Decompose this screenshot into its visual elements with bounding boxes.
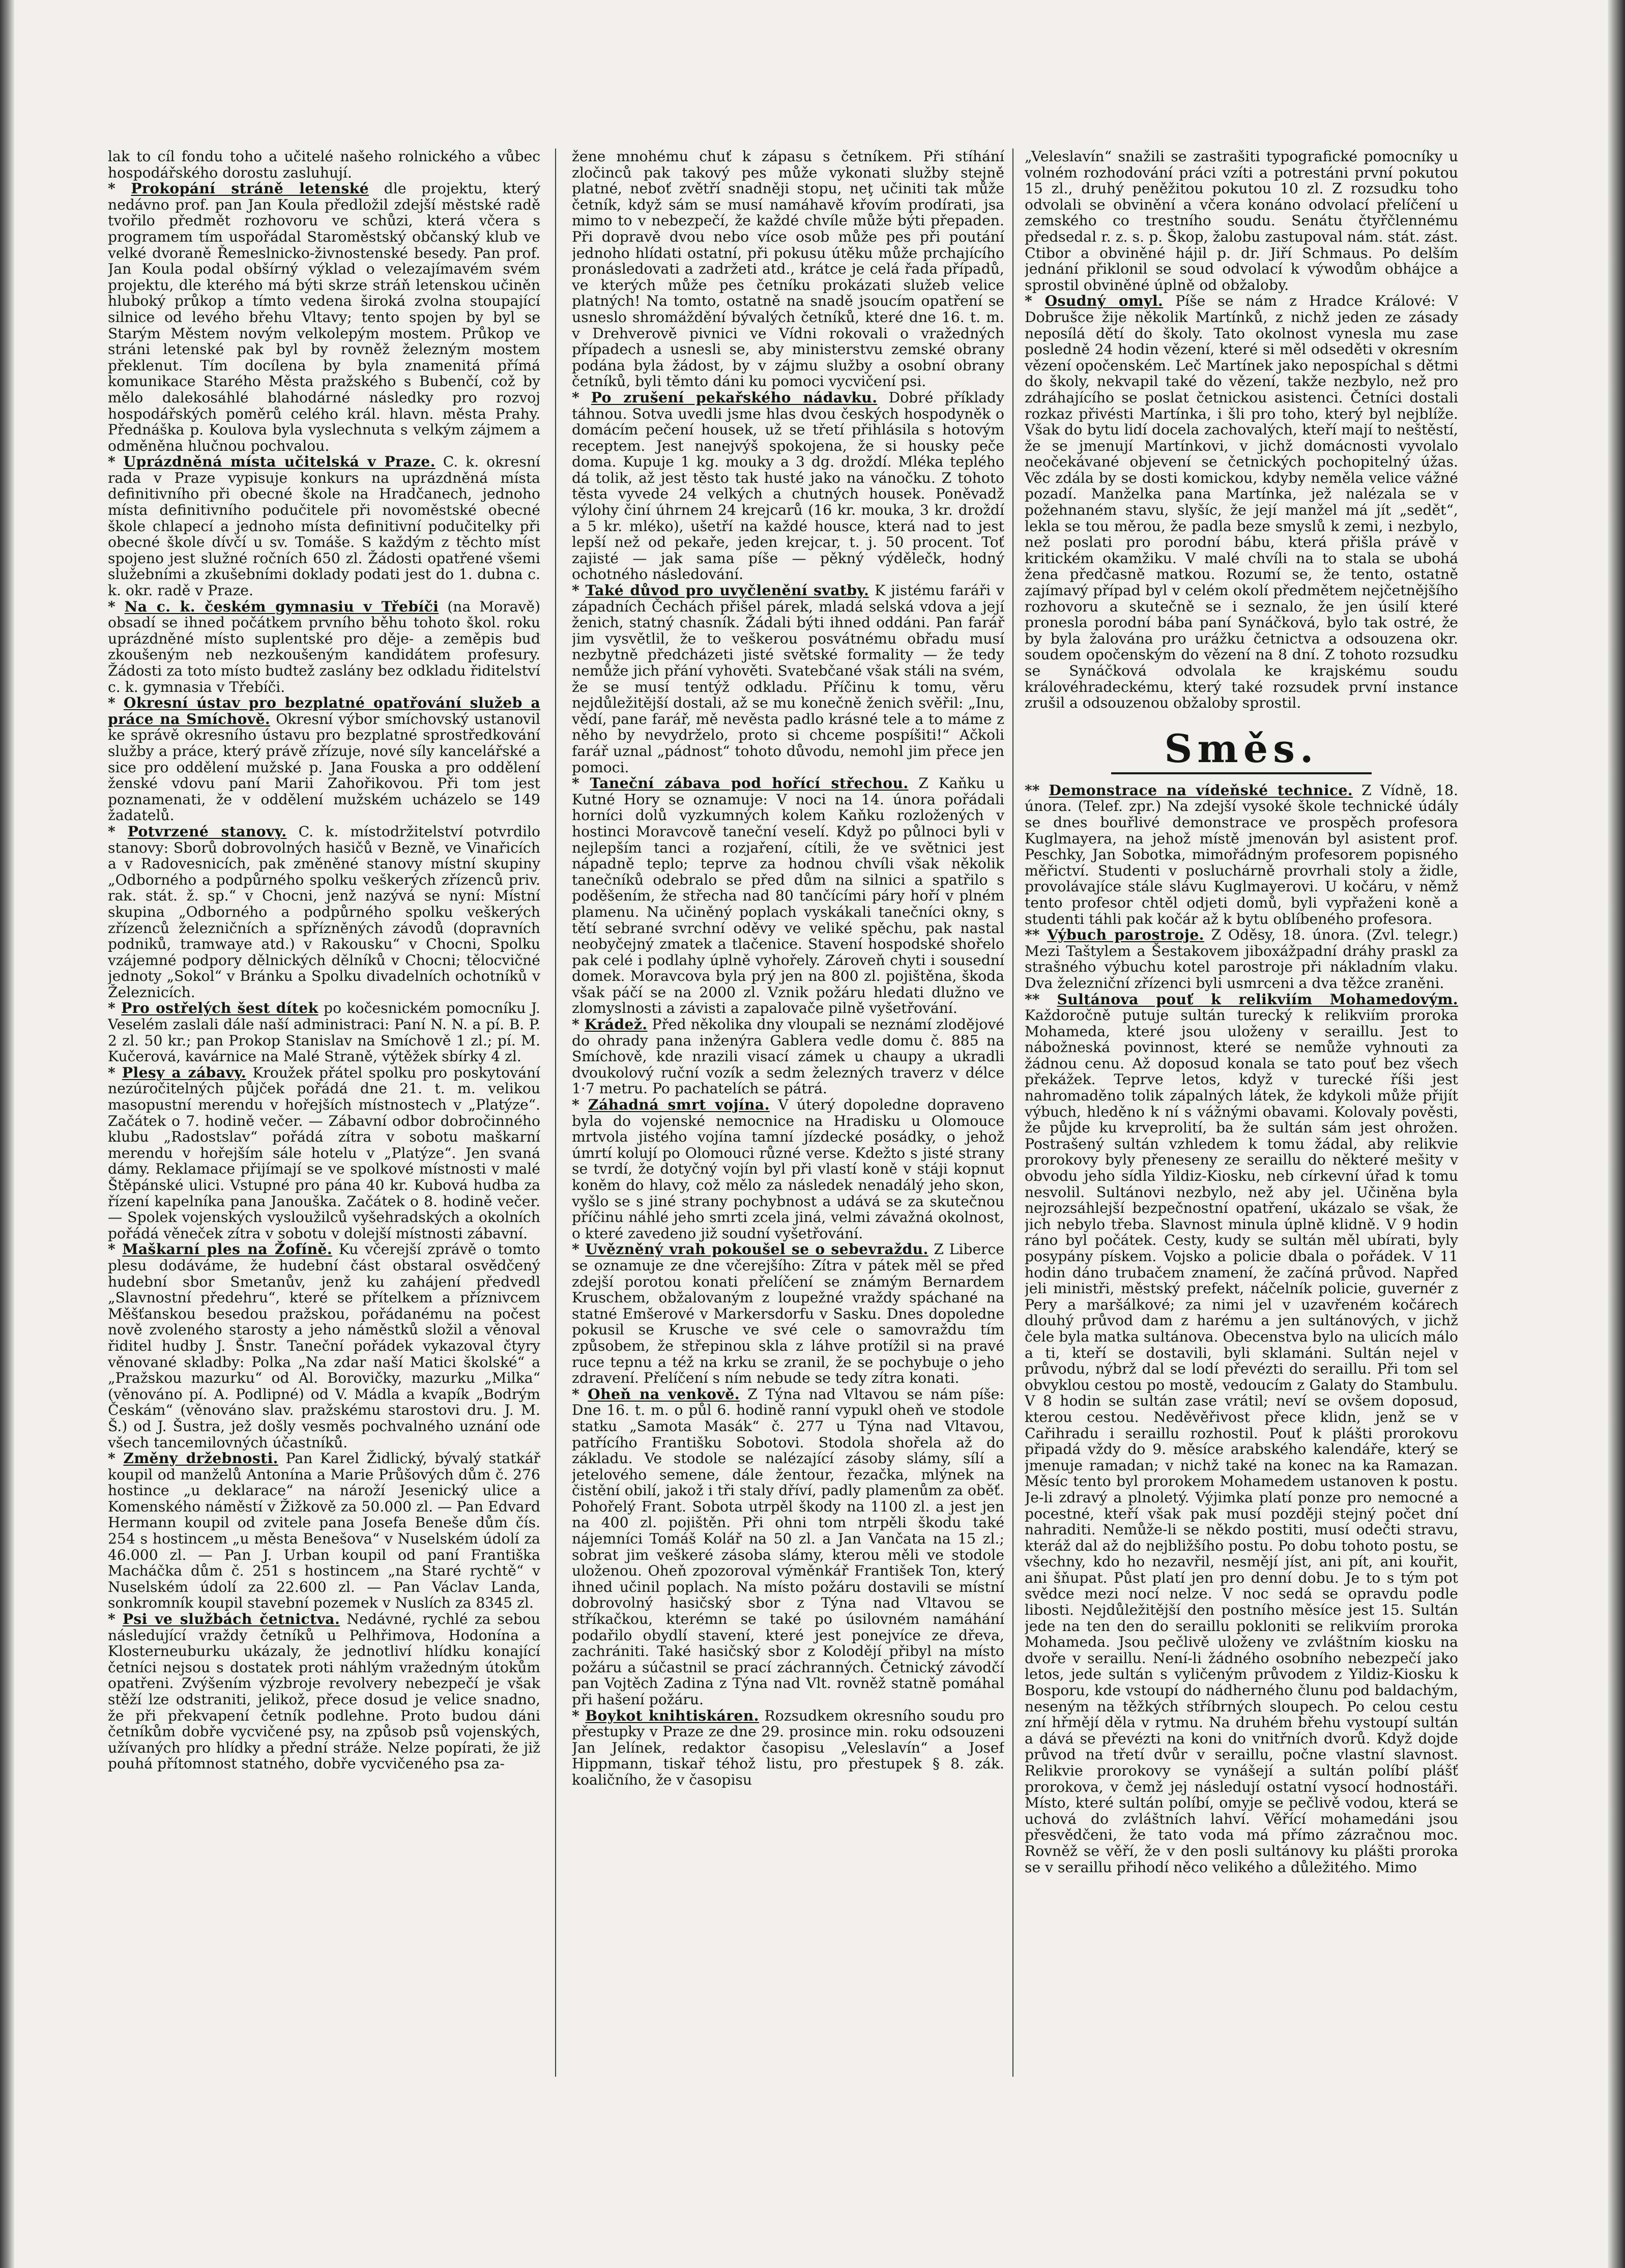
- article-heading: Pro ostřelých šest dítek: [121, 1000, 318, 1017]
- article-heading: Krádež.: [584, 1016, 648, 1033]
- article: * Plesy a zábavy. Kroužek přátel spolku pro poskytování nezúročitelných půjček pořádá dne 21. t. m. velikou masopustní merendu v hořejších místnostech v „Platýze“. Začátek o 7. hodině večer. — Zábavní odbor dobročinného klubu „Radostslav“ pořádá zítra v sobotu maškarní merendu v hořejším sále hotelu v „Platýze“. Jen svaná dámy. Reklamace přijímají se ve spolkové místnosti v malé Štěpánské ulici. Vstupné pro pána 40 kr. Kubová hudba za řízení kapelníka pana Janouška. Začátek o 8. hodině večer. — Spolek vojenských vysloužilců vyšehradských a okolních pořádá věneček zítra v sobotu v dolejší místnosti zábavní.: [108, 1064, 540, 1242]
- article-heading: Záhadná smrt vojína.: [588, 1096, 770, 1114]
- article-text: Píše se nám z Hradce Králové: V Dobrušce žije několik Martínků, z nichž jeden ze zásady neposílá dětí do školy. Tato okolnost vynesla mu zase posledně 24 hodin vězení, které si měl odseděti v okresním vězení opočenském. Leč Martínek jako nepospíchal s dětmi do školy, nekvapil také do vězení, takže nezbylo, než pro zdráhajícího se poslat četnickou asistenci. Četníci dostali rozkaz přivésti Martínka, i šli pro toho, který byl nejblíže. Však do bytu lidí docela zachovalých, kteří mají to neštěstí, že se jmenují Martínkovi, v jichž domácnosti vyvolalo neočekávané objevení se četnických pochopitelný úžas. Věc zdála by se dosti komickou, kdyby neměla velice vážné pozadí. Manželka pana Martínka, jež nalézala se v požehnaném stavu, slyšíc, že její manžel má jít „sedět“, lekla se tou měrou, že padla beze smyslů k zemi, i nezbylo, než poslati pro porodní bábu, která přišla právě v kritickém okamžiku. V malé chvíli na to stala se ubohá žena předčasně matkou. Rozumí se, že tento, ostatně zajímavý případ byl v celém okolí předmětem nejčetnějšího rozhovoru a skutečně se i seznalo, že jen úsilí které pronesla porodní bába paní Synáčková, bylo tak ostré, že by byla žalována pro urážku četnictva a odsouzena okr. soudem opočenským do vězení na 8 dní. Z tohoto rozsudku se Synáčková odvolala ke krajskému soudu královéhradeckému, který také rozsudek první instance zrušil a odsouzenou obžaloby sprostil.: [1025, 293, 1458, 712]
- section-title-underline: [1111, 772, 1371, 774]
- section-title-smes: Směs.: [1025, 729, 1458, 774]
- article-text: po kočesnickém pomocníku J. Veselém zaslali dále naší administraci: Paní N. N. a pí. B. P. 2 zl. 50 kr.; pan Prokop Stanislav na Smíchově 1 zl.; pí. M. Kučerová, kavárnice na Malé Straně, výtěžek sbírky 4 zl.: [108, 1000, 540, 1065]
- article-heading: Změny držebnosti.: [123, 1450, 278, 1467]
- article-heading: Prokopání stráně letenské: [131, 180, 369, 197]
- article: * Také důvod pro uvyčlenění svatby. K jistému faráři v západních Čechách přišel párek, mladá selská vdova a její ženich, statný chasník. Žádali býti ihned oddáni. Pan farář jim vysvětlil, že to veškerou posvátnému obřadu musí nezbytně předcházeti jisté světské formality — že tedy nemůže jich přání vyhověti. Svatebčané však stáli na svém, že se musí tentýž odkladu. Příčinu k tomu, věru nejdůležitější dostali, až se mu konečně ženich svěřil: „Inu, vědí, pane farář, mě nevěsta padlo krásné tele a to máme z něho by nevydrželo, proto si chceme pospíšiti!“ Ačkoli farář uznal „pádnost“ tohoto důvodu, nemohl jim přece jen pomoci.: [572, 582, 1004, 776]
- article: * Maškarní ples na Žofíně. Ku včerejší zprávě o tomto plesu dodáváme, že hudební část obstaral osvědčený hudební sbor Smetanův, jenž ku zahájení předvedl „Slavnostní předehru“, které se přítelkem a příznivcem Měšťanskou besedou pražskou, pořádanému na počest nově zvoleného starosty a jeho náměstků složil a věnoval řiditel hudby J. Šnstr. Taneční pořádek vykazoval čtyry věnované skladby: Polka „Na zdar naší Matici školské“ a „Pražskou mazurku“ od Al. Borovičky, mazurku „Milka“ (věnováno pí. A. Podlipné) od V. Mádla a kvapík „Bodrým Českám“ (věnováno slav. pražskému starostovi dru. J. M. Š.) od J. Šustra, jež došly vesměs pochvalného uznání ode všech tancemilovných účastníků.: [108, 1241, 540, 1451]
- article-heading: Taneční zábava pod hořící střechou.: [590, 775, 909, 792]
- article-text: Pan Karel Židlický, bývalý statkář koupil od manželů Antonína a Marie Průšových dům č. 276 hostince „u deklarace“ na nároží Jesenický ulice a Komenského náměstí v Žižkově za 50.000 zl. — Pan Edvard Hermann koupil od zvitele pana Josefa Beneše dům čís. 254 s hostincem „u města Benešova“ v Nuselském údolí za 46.000 zl. — Pan J. Urban koupil od paní Františka Macháčka dům č. 251 s hostincem „na Staré rychtě“ v Nuselském údolí za 22.600 zl. — Pan Václav Landa, sonkromník koupil stavební pozemek v Nuslích za 8345 zl.: [108, 1450, 540, 1612]
- article-text: Z Liberce se oznamuje ze dne včerejšího: Zítra v pátek měl se před zdejší porotou konati přelíčení se známým Bernardem Kruschem, obžalovaným z loupežné vraždy spáchané na statné Emšerové v Markersdorfu v Sasku. Dnes dopoledne pokusil se Krusche ve své cele o samovraždu tím způsobem, že střepinou skla z láhve protížil si na pravé ruce tepnu a též na krku se zranil, že se pochybuje o jeho zdravení. Přelíčení s ním nebude se tedy zítra konati.: [572, 1241, 1004, 1387]
- article-heading: Po zrušení pekařského nádavku.: [591, 389, 878, 406]
- article-heading: Oheň na venkově.: [588, 1385, 740, 1403]
- article-text: K jistému faráři v západních Čechách přišel párek, mladá selská vdova a její ženich, statný chasník. Žádali býti ihned oddáni. Pan farář jim vysvětlil, že to veškerou posvátnému obřadu musí nezbytně předcházeti jisté světské formality — že tedy nemůže jich přání vyhověti. Svatebčané však stáli na svém, že se musí tentýž odkladu. Příčinu k tomu, věru nejdůležitější dostali, až se mu konečně ženich svěřil: „Inu, vědí, pane farář, mě nevěsta padlo krásné tele a to máme z něho by nevydrželo, proto si chceme pospíšiti!“ Ačkoli farář uznal „pádnost“ tohoto důvodu, nemohl jim přece jen pomoci.: [572, 582, 1004, 776]
- article: lak to cíl fondu toho a učitelé našeho rolnického a vůbec hospodářského dorostu zasluhují.: [108, 149, 540, 181]
- article-heading: Okresní ústav pro bezplatné opatřování služeb a práce na Smíchově.: [108, 694, 540, 728]
- article: „Veleslavín“ snažili se zastrašiti typografické pomocníky u volném rozhodování práci vzíti a potrestáni první pokutou 15 zl., druhý peněžitou pokutou 10 zl. Z rozsudku toho odvolali se obvinění a včera konáno odvolací přelíčení u zemského co trestního soudu. Senátu čtyřčlennému předsedal r. z. s. p. Škop, žalobu zastupoval nám. stát. zást. Ctibor a obviněné hájil p. dr. Jiří Schmaus. Po delším jednání přiklonil se soud odvolací k výwodům obhájce a sprostil obviněné úplně od obžaloby.: [1025, 149, 1458, 294]
- column-divider: [555, 149, 556, 2077]
- article: * Psi ve službách četnictva. Nedávné, rychlé za sebou následující vraždy četníků u Pelhřimova, Hodonína a Klosterneuburku ukázaly, že jednotliví hlídku konající četníci nejsou s dostatek proti náhlým vražedným útokům opatřeni. Zvýšením výzbroje revolvery nebezpečí je však stěží lze odstraniti, jelikož, přece dosud je velice snadno, že při překvapení četník podlehne. Proto budou dáni četníkům dobře vycvičené psy, na způsob psů vojenských, užívaných pro hlídky a přední stráže. Nelze popírati, že již pouhá přítomnost statného, dobře vycvičeného psa za-: [108, 1611, 540, 1772]
- article: ** Výbuch parostroje. Z Oděsy, 18. února. (Zvl. telegr.) Mezi Taštylem a Šestakovem jiboxážpadní dráhy praskl za strašného výbuchu kotel parostroje při nákladním vlaku. Dva železniční zřízenci byli usmrceni a dva těžce zraněni.: [1025, 926, 1458, 992]
- article-heading: Osudný omyl.: [1044, 293, 1164, 310]
- article-heading: Maškarní ples na Žofíně.: [122, 1241, 333, 1258]
- article: * Okresní ústav pro bezplatné opatřování služeb a práce na Smíchově. Okresní výbor smíchovský ustanovil ke správě okresního ústavu pro bezplatné sprostředkování služby a práce, který právě zřízuje, nové síly kancelářské a sice pro oddělení mužské p. Jana Fouska a pro oddělení ženské vdovu paní Marii Zahořikovou. Při tom jest poznamenati, že v oddělení mužském ucházelo se 149 žadatelů.: [108, 694, 540, 824]
- article-text: Nedávné, rychlé za sebou následující vraždy četníků u Pelhřimova, Hodonína a Klosterneuburku ukázaly, že jednotliví hlídku konající četníci nejsou s dostatek proti náhlým vražedným útokům opatřeni. Zvýšením výzbroje revolvery nebezpečí je však stěží lze odstraniti, jelikož, přece dosud je velice snadno, že při překvapení četník podlehne. Proto budou dáni četníkům dobře vycvičené psy, na způsob psů vojenských, užívaných pro hlídky a přední stráže. Nelze popírati, že již pouhá přítomnost statného, dobře vycvičeného psa za-: [108, 1611, 540, 1772]
- article-text: Z Vídně, 18. února. (Telef. zpr.) Na zdejší vysoké škole technické údály se dnes bouřlivé demonstrace ve prospěch profesora Kuglmayera, na jehož místě jmenován byl asistent prof. Peschky, Jan Sobotka, mimořádným profesorem popisného měřictví. Studenti v posluchárně provrhali stoly a židle, provolávajíce stále slávu Kuglmayerovi. U kočáru, v němž tento profesor chtěl odjeti domů, byli vypřaženi koně a studenti táhli pak kočár až k bytu oblíbeného profesora.: [1025, 781, 1458, 927]
- article: * Změny držebnosti. Pan Karel Židlický, bývalý statkář koupil od manželů Antonína a Marie Průšových dům č. 276 hostince „u deklarace“ na nároží Jesenický ulice a Komenského náměstí v Žižkově za 50.000 zl. — Pan Edvard Hermann koupil od zvitele pana Josefa Beneše dům čís. 254 s hostincem „u města Benešova“ v Nuselském údolí za 46.000 zl. — Pan J. Urban koupil od paní Františka Macháčka dům č. 251 s hostincem „na Staré rychtě“ v Nuselském údolí za 22.600 zl. — Pan Václav Landa, sonkromník koupil stavební pozemek v Nuslích za 8345 zl.: [108, 1450, 540, 1612]
- article-heading: Uprázdněná místa učitelská v Praze.: [123, 453, 436, 471]
- article: * Oheň na venkově. Z Týna nad Vltavou se nám píše: Dne 16. t. m. o půl 6. hodině ranní vypukl oheň ve stodole statku „Samota Masák“ č. 277 u Týna nad Vltavou, patřícího Františku Sobotovi. Stodola shořela až do základu. Ve stodole se nalézající zásoby slámy, sílí a jetelového semene, dále žentour, řezačka, mlýnek na čistění obilí, jakož i tři staly dříví, padly plamenům za oběť. Pohořelý Frant. Sobota utrpěl škody na 1100 zl. a jest jen na 400 zl. pojištěn. Při ohni tom ntrpěli škodu také nájemníci Tomáš Kolář na 50 zl. a Jan Vančata na 15 zl.; sobrat jim veškeré zásoba slámy, kterou měli ve stodole uloženou. Oheň zpozoroval výměnkář František Ton, který ihned učinil poplach. Na místo požáru dostavili se místní dobrovolný hasičský sbor z Týna nad Vltavou se stříkačkou, kterémn se také po úsilovném namáhání podařilo obydlí stavení, které jest ponejvíce ze dřeva, zachrániti. Také hasičský sbor z Kolodějí přibyl na místo požáru a súčastnil se prací záchranných. Četnický závodčí pan Vojtěch Zadina z Týna nad Vlt. rovněž statně pomáhal při hašení požáru.: [572, 1385, 1004, 1708]
- article-text: Okresní výbor smíchovský ustanovil ke správě okresního ústavu pro bezplatné sprostředkování služby a práce, který právě zřízuje, nové síly kancelářské a sice pro oddělení mužské p. Jana Fouska a pro oddělení ženské vdovu paní Marii Zahořikovou. Při tom jest poznamenati, že v oddělení mužském ucházelo se 149 žadatelů.: [108, 710, 540, 824]
- column-3: [1025, 149, 1458, 2077]
- article: * Po zrušení pekařského nádavku. Dobré příklady táhnou. Sotva uvedli jsme hlas dvou českých hospodyněk o domácím pečení housek, už se třetí přihlásila s hotovým receptem. Jest nanejvýš spokojena, že si housky peče doma. Kupuje 1 kg. mouky a 3 dg. droždí. Mléka teplého dá tolik, až jest těsto tak husté jako na vánočku. Z tohoto těsta vyvede 24 velkých a chutných housek. Poněvadž výlohy činí úhrnem 24 krejcarů (16 kr. mouka, 3 kr. droždí a 5 kr. mléko), ušetří na každé housce, která nad to jest lepší než od pekaře, jeden krejcar, t. j. 50 procent. Toť zajisté — jak sama píše — pěkný výdělečk, hodný ochotného následování.: [572, 389, 1004, 583]
- article-heading: Demonstrace na vídeňské technice.: [1049, 781, 1353, 799]
- article-text: Každoročně putuje sultán turecký k relikviím proroka Mohameda, které jsou uloženy v seraillu. Jest to nábožneská povinnost, které se nemůže vyhnouti za žádnou cenu. Až doposud konala se tato pouť bez všech překážek. Teprve letos, když v turecké říši jest nahromaděno tolik zápalných látek, že kdykoli může přijít výbuch, hleděno k ní s vážnými obavami. Kolovaly pověsti, že půjde ku krveprolití, ba že sultán sám jest ohrožen. Postrašený sultán vzhledem k tomu žádal, aby relikvie prorokovy byly přeneseny ze seraillu do některé mešity v obvodu jeho sídla Yildiz-Kiosku, neb církevní úřad k tomu nesvolil. Sultánovi nezbylo, než aby jel. Učiněna byla nejrozsáhlejší bezpečnostní opatření, ukázalo se však, že jich nebylo třeba. Slavnost minula úplně klidně. V 9 hodin ráno byl počátek. Cesty, kudy se sultán měl ubírati, byly posypány pískem. Vojsko a policie dbala o pořádek. V 11 hodin dáno trubačem znamení, že začíná průvod. Napřed jeli ministři, městský prefekt, náčelník policie, guvernér z Pery a maršálkové; za nimi jel v uzavřeném kočárech dlouhý průvod dam z harému a jen sultánových, v jichž čele byla matka sultánova. Obecenstva bylo na ulicích málo a ti, kteří se dostavili, byli sklamáni. Sultán nejel v průvodu, nýbrž dal se lodí převézti do seraillu. Při tom sel obvyklou cestou po mostě, vedoucím z Galaty do Stambulu. V 8 hodin se sultán zase vrátil; neví se ovšem doposud, kterou cestou. Neděvěřivost přece klidn, jenž se v Cařihradu i seraillu rozhostil. Pouť k plášti prorokovu připadá vždy do 9. měsíce arabského kalendáře, který se jmenuje ramadan; v nichž také na konec na ka Ramazan. Měsíc tento byl prorokem Mohamedem ustanoven k postu. Je-li zdravý a plnoletý. Výjimka platí ponze pro nemocné a pocestné, kteří však pak musí později stejný počet dní nahraditi. Nemůže-li se někdo postiti, musí odečti stravu, kteráž dal až do nejbližšího postu. Po dobu tohoto postu, se všechny, kdo ho nezavřil, nesmějí jíst, ani pít, ani kouřit, ani šňupat. Půst platí jen pro denní dobu. Je to s tým pot svědce mezi nocí nelze. V noc sedá se opravdu podle libosti. Nejdůležitější den postního měsíce jest 15. Sultán jede na ten den do seraillu pokloniti se relikviím proroka Mohameda. Jsou pečlivě uloženy ve zvláštním kiosku na dvoře v seraillu. Není-li žádného osobního nebezpečí jako letos, jede sultán s vyličeným průvodem z Yildiz-Kiosku k Bosporu, kde vstoupí do nádherného člunu pod baldachým, neseným na těžkých stříbrných sloupech. Po celou cestu zní hřmějí děla v rytmu. Na druhém břehu vystoupí sultán a dává se převézti na koni do vnitřních dvorů. Když dojde průvod na třetí dvůr v seraillu, počne vlastní slavnost. Relikvie prorokovy se vynášejí a sultán políbí plášť prorokova, v čemž jej následují ostatní vysocí hodnostáři. Místo, které sultán políbí, omyje se pečlivě vodou, která se uchová do zvláštních lahví. Věřící mohamedáni jsou přesvědčeni, že tato voda má přímo zázračnou moc. Rovněž se věří, že v den posli sultánovy ku plášti proroka se v seraillu přihodí něco velikého a důležitého. Mimo: [1025, 1007, 1458, 1876]
- article-text: Z Oděsy, 18. února. (Zvl. telegr.) Mezi Taštylem a Šestakovem jiboxážpadní dráhy praskl za strašného výbuchu kotel parostroje při nákladním vlaku. Dva železniční zřízenci byli usmrceni a dva těžce zraněni.: [1025, 926, 1458, 992]
- article: * Osudný omyl. Píše se nám z Hradce Králové: V Dobrušce žije několik Martínků, z nichž jeden ze zásady neposílá dětí do školy. Tato okolnost vynesla mu zase posledně 24 hodin vězení, které si měl odseděti v okresním vězení opočenském. Leč Martínek jako nepospíchal s dětmi do školy, nekvapil také do vězení, takže nezbylo, než pro zdráhajícího se poslat četnickou asistenci. Četníci dostali rozkaz přivésti Martínka, i šli pro toho, který byl nejblíže. Však do bytu lidí docela zachovalých, kteří mají to neštěstí, že se jmenují Martínkovi, v jichž domácnosti vyvolalo neočekávané objevení se četnických pochopitelný úžas. Věc zdála by se dosti komickou, kdyby neměla velice vážné pozadí. Manželka pana Martínka, jež nalézala se v požehnaném stavu, slyšíc, že její manžel má jít „sedět“, lekla se tou měrou, že padla beze smyslů k zemi, i nezbylo, než poslati pro porodní bábu, která přišla právě v kritickém okamžiku. V malé chvíli na to stala se ubohá žena předčasně matkou. Rozumí se, že tento, ostatně zajímavý případ byl v celém okolí předmětem nejčetnějšího rozhovoru a skutečně se i seznalo, že jen úsilí které pronesla porodní bába paní Synáčková, bylo tak ostré, že by byla žalována pro urážku četnictva a odsouzena okr. soudem opočenským do vězení na 8 dní. Z tohoto rozsudku se Synáčková odvolala ke krajskému soudu královéhradeckému, který také rozsudek první instance zrušil a odsouzenou obžaloby sprostil.: [1025, 293, 1458, 712]
- article: ** Sultánova pouť k relikviím Mohamedovým. Každoročně putuje sultán turecký k relikviím proroka Mohameda, které jsou uloženy v seraillu. Jest to nábožneská povinnost, které se nemůže vyhnouti za žádnou cenu. Až doposud konala se tato pouť bez všech překážek. Teprve letos, když v turecké říši jest nahromaděno tolik zápalných látek, že kdykoli může přijít výbuch, hleděno k ní s vážnými obavami. Kolovaly pověsti, že půjde ku krveprolití, ba že sultán sám jest ohrožen. Postrašený sultán vzhledem k tomu žádal, aby relikvie prorokovy byly přeneseny ze seraillu do některé mešity v obvodu jeho sídla Yildiz-Kiosku, neb církevní úřad k tomu nesvolil. Sultánovi nezbylo, než aby jel. Učiněna byla nejrozsáhlejší bezpečnostní opatření, ukázalo se však, že jich nebylo třeba. Slavnost minula úplně klidně. V 9 hodin ráno byl počátek. Cesty, kudy se sultán měl ubírati, byly posypány pískem. Vojsko a policie dbala o pořádek. V 11 hodin dáno trubačem znamení, že začíná průvod. Napřed jeli ministři, městský prefekt, náčelník policie, guvernér z Pery a maršálkové; za nimi jel v uzavřeném kočárech dlouhý průvod dam z harému a jen sultánových, v jichž čele byla matka sultánova. Obecenstva bylo na ulicích málo a ti, kteří se dostavili, byli sklamáni. Sultán nejel v průvodu, nýbrž dal se lodí převézti do seraillu. Při tom sel obvyklou cestou po mostě, vedoucím z Galaty do Stambulu. V 8 hodin se sultán zase vrátil; neví se ovšem doposud, kterou cestou. Neděvěřivost přece klidn, jenž se v Cařihradu i seraillu rozhostil. Pouť k plášti prorokovu připadá vždy do 9. měsíce arabského kalendáře, který se jmenuje ramadan; v nichž také na konec na ka Ramazan. Měsíc tento byl prorokem Mohamedem ustanoven k postu. Je-li zdravý a plnoletý. Výjimka platí ponze pro nemocné a pocestné, kteří však pak musí později stejný počet dní nahraditi. Nemůže-li se někdo postiti, musí odečti stravu, kteráž dal až do nejbližšího postu. Po dobu tohoto postu, se všechny, kdo ho nezavřil, nesmějí jíst, ani pít, ani kouřit, ani šňupat. Půst platí jen pro denní dobu. Je to s tým pot svědce mezi nocí nelze. V noc sedá se opravdu podle libosti. Nejdůležitější den postního měsíce jest 15. Sultán jede na ten den do seraillu pokloniti se relikviím proroka Mohameda. Jsou pečlivě uloženy ve zvláštním kiosku na dvoře v seraillu. Není-li žádného osobního nebezpečí jako letos, jede sultán s vyličeným průvodem z Yildiz-Kiosku k Bosporu, kde vstoupí do nádherného člunu pod baldachým, neseným na těžkých stříbrných sloupech. Po celou cestu zní hřmějí děla v rytmu. Na druhém břehu vystoupí sultán a dává se převézti na koni do vnitřních dvorů. Když dojde průvod na třetí dvůr v seraillu, počne vlastní slavnost. Relikvie prorokovy se vynášejí a sultán políbí plášť prorokova, v čemž jej následují ostatní vysocí hodnostáři. Místo, které sultán políbí, omyje se pečlivě vodou, která se uchová do zvláštních lahví. Věřící mohamedáni jsou přesvědčeni, že tato voda má přímo zázračnou moc. Rovněž se věří, že v den posli sultánovy ku plášti proroka se v seraillu přihodí něco velikého a důležitého. Mimo: [1025, 991, 1458, 1876]
- article: * Krádež. Před několika dny vloupali se neznámí zlodějové do ohrady pana inženýra Gablera vedle domu č. 885 na Smíchově, kde nrazili visací zámek u chaupy a ukradli dvoukolový ruční vozík a sedm železných traverz v délce 1·7 metru. Po pachatelích se pátrá.: [572, 1016, 1004, 1097]
- article-heading: Boykot knihtiskáren.: [585, 1707, 759, 1724]
- article-heading: Také důvod pro uvyčlenění svatby.: [585, 582, 869, 599]
- article-heading: Plesy a zábavy.: [122, 1064, 247, 1081]
- article: * Prokopání stráně letenské dle projektu, který nedávno prof. pan Jan Koula předložil zdejší městské radě tvořilo předmět rozhovoru ve schůzi, která včera s programem tím uspořádal Staroměstský občanský klub ve velké dvoraně Řemeslnicko-živnostenské besedy. Pan prof. Jan Koula podal obšírný výklad o velezajímavém svém projektu, dle kterého má býti skrze stráň letenskou učiněn hluboký průkop a tímto vedena široká zvolna stoupající silnice od levého břehu Vltavy; tento spojen by byl se Starým Městem novým velkolepým mostem. Průkop ve stráni letenské pak byl by rovněž železným mostem překlenut. Tím docílena by byla znamenitá přímá komunikace Starého Města pražského s Bubenčí, což by mělo dalekosáhlé blahodárné následky pro rozvoj hospodářských poměrů celého král. hlavn. města Prahy. Přednáška p. Koulova byla vyslechnuta s velkým zájmem a odměněna hlučnou pochvalou.: [108, 180, 540, 454]
- article: žene mnohému chuť k zápasu s četníkem. Při stíhání zločinců pak takový pes může vykonati služby stejně platné, neboť zvětří snadněji stopu, neţ učiniti tak může četník, když sám se musí namáhavě křovím prodírati, jsa mimo to v nebezpečí, že každé chvíle může býti přepaden. Při dopravě dvou nebo více osob může pes při poutání jednoho hlídati ostatní, při pokusu útěku může prchajícího pronásledovati a zadržeti atd., krátce je celá řada případů, ve kterých může pes četníku prokázati služeb velice platných! Na tomto, ostatně na snadě jsoucím opatření se usneslo shromáždění bývalých četníků, které dne 16. t. m. v Drehverově pivnici ve Vídni rokovali o vražedných případech a usnesli se, aby ministerstvu zemské obrany podána byla žádost, by v zájmu služby a osobní obrany četníků, byli těmto dáni ku pomoci vycvičení psi.: [572, 149, 1004, 390]
- column-divider: [1012, 149, 1013, 2077]
- article: * Na c. k. českém gymnasiu v Třebíči (na Moravě) obsadí se ihned počátkem prvního běhu tohoto škol. roku uprázdněné místo suplentské pro děje- a zeměpis buď zkoušeným neb nezkoušeným kandidátem profesury. Žádosti za toto místo budtež zaslány bez odkladu řiditelství c. k. gymnasia v Třebíči.: [108, 598, 540, 695]
- article-heading: Sultánova pouť k relikviím Mohamedovým.: [1057, 991, 1458, 1008]
- column-2: [572, 149, 1004, 2077]
- article-text: (na Moravě) obsadí se ihned počátkem prvního běhu tohoto škol. roku uprázdněné místo suplentské pro děje- a zeměpis buď zkoušeným neb nezkoušeným kandidátem profesury. Žádosti za toto místo budtež zaslány bez odkladu řiditelství c. k. gymnasia v Třebíči.: [108, 598, 540, 695]
- article: * Záhadná smrt vojína. V úterý dopoledne dopraveno byla do vojenské nemocnice na Hradisku u Olomouce mrtvola jistého vojína tamní jízdecké posádky, o jehož úmrtí kolují po Olomouci různé verse. Kdežto s jisté strany se tvrdí, že dotyčný vojín byl při vlastí koně v stáji kopnut koněm do hlavy, což mělo za následek nenadálý jeho skon, vyšlo se s jiné strany pochybnost a udává se za skutečnou příčinu náhlé jeho smrti zcela jiná, velmi závažná okolnost, o které zavedeno již soudní vyšetřování.: [572, 1096, 1004, 1242]
- scan-border-right: [1608, 0, 1625, 2268]
- article-text: Kroužek přátel spolku pro poskytování nezúročitelných půjček pořádá dne 21. t. m. velikou masopustní merendu v hořejších místnostech v „Platýze“. Začátek o 7. hodině večer. — Zábavní odbor dobročinného klubu „Radostslav“ pořádá zítra v sobotu maškarní merendu v hořejším sále hotelu v „Platýze“. Jen svaná dámy. Reklamace přijímají se ve spolkové místnosti v malé Štěpánské ulici. Vstupné pro pána 40 kr. Kubová hudba za řízení kapelníka pana Janouška. Začátek o 8. hodině večer. — Spolek vojenských vysloužilců vyšehradských a okolních pořádá věneček zítra v sobotu v dolejší místnosti zábavní.: [108, 1064, 540, 1242]
- article-text: dle projektu, který nedávno prof. pan Jan Koula předložil zdejší městské radě tvořilo předmět rozhovoru ve schůzi, která včera s programem tím uspořádal Staroměstský občanský klub ve velké dvoraně Řemeslnicko-živnostenské besedy. Pan prof. Jan Koula podal obšírný výklad o velezajímavém svém projektu, dle kterého má býti skrze stráň letenskou učiněn hluboký průkop a tímto vedena široká zvolna stoupající silnice od levého břehu Vltavy; tento spojen by byl se Starým Městem novým velkolepým mostem. Průkop ve stráni letenské pak byl by rovněž železným mostem překlenut. Tím docílena by byla znamenitá přímá komunikace Starého Města pražského s Bubenčí, což by mělo dalekosáhlé blahodárné následky pro rozvoj hospodářských poměrů celého král. hlavn. města Prahy. Přednáška p. Koulova byla vyslechnuta s velkým zájmem a odměněna hlučnou pochvalou.: [108, 180, 540, 454]
- article-heading: Potvrzené stanovy.: [127, 823, 287, 840]
- article-text: Rozsudkem okresního soudu pro přestupky v Praze ze dne 29. prosince min. roku odsouzeni Jan Jelínek, redaktor časopisu „Veleslavín“ a Josef Hippmann, tiskař téhož listu, pro přestupek § 8. zák. koaličního, že v časopisu: [572, 1707, 1004, 1788]
- article: ** Demonstrace na vídeňské technice. Z Vídně, 18. února. (Telef. zpr.) Na zdejší vysoké škole technické údály se dnes bouřlivé demonstrace ve prospěch profesora Kuglmayera, na jehož místě jmenován byl asistent prof. Peschky, Jan Sobotka, mimořádným profesorem popisného měřictví. Studenti v posluchárně provrhali stoly a židle, provolávajíce stále slávu Kuglmayerovi. U kočáru, v němž tento profesor chtěl odjeti domů, byli vypřaženi koně a studenti táhli pak kočár až k bytu oblíbeného profesora.: [1025, 781, 1458, 927]
- article-heading: Výbuch parostroje.: [1047, 926, 1204, 944]
- article-text: V úterý dopoledne dopraveno byla do vojenské nemocnice na Hradisku u Olomouce mrtvola jistého vojína tamní jízdecké posádky, o jehož úmrtí kolují po Olomouci různé verse. Kdežto s jisté strany se tvrdí, že dotyčný vojín byl při vlastí koně v stáji kopnut koněm do hlavy, což mělo za následek nenadálý jeho skon, vyšlo se s jiné strany pochybnost a udává se za skutečnou příčinu náhlé jeho smrti zcela jiná, velmi závažná okolnost, o které zavedeno již soudní vyšetřování.: [572, 1096, 1004, 1242]
- article: * Boykot knihtiskáren. Rozsudkem okresního soudu pro přestupky v Praze ze dne 29. prosince min. roku odsouzeni Jan Jelínek, redaktor časopisu „Veleslavín“ a Josef Hippmann, tiskař téhož listu, pro přestupek § 8. zák. koaličního, že v časopisu: [572, 1707, 1004, 1788]
- article-text: Před několika dny vloupali se neznámí zlodějové do ohrady pana inženýra Gablera vedle domu č. 885 na Smíchově, kde nrazili visací zámek u chaupy a ukradli dvoukolový ruční vozík a sedm železných traverz v délce 1·7 metru. Po pachatelích se pátrá.: [572, 1016, 1004, 1097]
- article-text: Z Týna nad Vltavou se nám píše: Dne 16. t. m. o půl 6. hodině ranní vypukl oheň ve stodole statku „Samota Masák“ č. 277 u Týna nad Vltavou, patřícího Františku Sobotovi. Stodola shořela až do základu. Ve stodole se nalézající zásoby slámy, sílí a jetelového semene, dále žentour, řezačka, mlýnek na čistění obilí, jakož i tři staly dříví, padly plamenům za oběť. Pohořelý Frant. Sobota utrpěl škody na 1100 zl. a jest jen na 400 zl. pojištěn. Při ohni tom ntrpěli škodu také nájemníci Tomáš Kolář na 50 zl. a Jan Vančata na 15 zl.; sobrat jim veškeré zásoba slámy, kterou měli ve stodole uloženou. Oheň zpozoroval výměnkář František Ton, který ihned učinil poplach. Na místo požáru dostavili se místní dobrovolný hasičský sbor z Týna nad Vltavou se stříkačkou, kterémn se také po úsilovném namáhání podařilo obydlí stavení, které jest ponejvíce ze dřeva, zachrániti. Také hasičský sbor z Kolodějí přibyl na místo požáru a súčastnil se prací záchranných. Četnický závodčí pan Vojtěch Zadina z Týna nad Vlt. rovněž statně pomáhal při hašení požáru.: [572, 1385, 1004, 1708]
- article: * Potvrzené stanovy. C. k. místodržitelství potvrdilo stanovy: Sborů dobrovolných hasičů v Bezně, ve Vinařicích a v Radovesnicích, pak změněné stanovy místní skupiny „Odborného a podpůrného spolku veškerých zřízenců priv. rak. stát. ž. sp.“ v Chocni, jenž nazývá se nyní: Místní skupina „Odborného a podpůrného spolku veškerých zřízenců železničních a spřízněných závodů (dopravních podniků, tramwaye atd.) v Rakousku“ v Chocni, Spolku vzájemné podpory dělnických dělníků v Chocni; tělocvičné jednoty „Sokol“ v Bránku a Spolku divadelních ochotníků v Železnicích.: [108, 823, 540, 1001]
- article: * Uvězněný vrah pokoušel se o sebevraždu. Z Liberce se oznamuje ze dne včerejšího: Zítra v pátek měl se před zdejší porotou konati přelíčení se známým Bernardem Kruschem, obžalovaným z loupežné vraždy spáchané na statné Emšerové v Markersdorfu v Sasku. Dnes dopoledne pokusil se Krusche ve své cele o samovraždu tím způsobem, že střepinou skla z láhve protížil si na pravé ruce tepnu a též na krku se zranil, že se pochybuje o jeho zdravení. Přelíčení s ním nebude se tedy zítra konati.: [572, 1241, 1004, 1387]
- article: * Taneční zábava pod hořící střechou. Z Kaňku u Kutné Hory se oznamuje: V noci na 14. února pořádali horníci dolů vyzkumných kolem Kaňku rozložených v hostinci Moravcově taneční veselí. Když po půlnoci byli v nejlepším tanci a rozjaření, cítili, že ve světnici jest nápadně teplo; teprve za hodnou chvíli však několik tanečníků odebralo se před dům na silnici a spatřilo s poděšením, že střecha nad 80 tančícími páry hoří v plném plamenu. Na učiněný poplach vyskákali tanečníci okny, s tětí sebrané svrchní oděvy ve veliké spěchu, pak nastal neobyčejný zmatek a tlačenice. Stavení hospodské shořelo pak celé i podlahy úplně vyhořely. Zároveň chyti i sousední domek. Moravcova byla prý jen na 800 zl. pojištěna, škoda však páčí se na 2000 zl. Vznik požáru hledati dlužno ve zlomyslnosti a závisti a zapalovače pilně vyšetřování.: [572, 775, 1004, 1017]
- column-1: [108, 149, 540, 2077]
- article: * Uprázdněná místa učitelská v Praze. C. k. okresní rada v Praze vypisuje konkurs na uprázdněná místa definitivního při obecné škole na Hradčanech, jednoho místa definitivního podučitele při novoměstské obecné škole chlapecí a jednoho místa definitivní podučitelky při obecné škole dívčí u sv. Tomáše. S každým z těchto míst spojeno jest služné ročních 650 zl. Žádosti opatřené všemi služebními a zkušebními doklady podati jest do 1. dubna c. k. okr. radě v Praze.: [108, 453, 540, 599]
- article: * Pro ostřelých šest dítek po kočesnickém pomocníku J. Veselém zaslali dále naší administraci: Paní N. N. a pí. B. P. 2 zl. 50 kr.; pan Prokop Stanislav na Smíchově 1 zl.; pí. M. Kučerová, kavárnice na Malé Straně, výtěžek sbírky 4 zl.: [108, 1000, 540, 1065]
- article-heading: Psi ve službách četnictva.: [122, 1611, 340, 1628]
- article-text: C. k. místodržitelství potvrdilo stanovy: Sborů dobrovolných hasičů v Bezně, ve Vinařicích a v Radovesnicích, pak změněné stanovy místní skupiny „Odborného a podpůrného spolku veškerých zřízenců priv. rak. stát. ž. sp.“ v Chocni, jenž nazývá se nyní: Místní skupina „Odborného a podpůrného spolku veškerých zřízenců železničních a spřízněných závodů (dopravních podniků, tramwaye atd.) v Rakousku“ v Chocni, Spolku vzájemné podpory dělnických dělníků v Chocni; tělocvičné jednoty „Sokol“ v Bránku a Spolku divadelních ochotníků v Železnicích.: [108, 823, 540, 1001]
- article-text: C. k. okresní rada v Praze vypisuje konkurs na uprázdněná místa definitivního při obecné škole na Hradčanech, jednoho místa definitivního podučitele při novoměstské obecné škole chlapecí a jednoho místa definitivní podučitelky při obecné škole dívčí u sv. Tomáše. S každým z těchto míst spojeno jest služné ročních 650 zl. Žádosti opatřené všemi služebními a zkušebními doklady podati jest do 1. dubna c. k. okr. radě v Praze.: [108, 453, 540, 599]
- article-text: Ku včerejší zprávě o tomto plesu dodáváme, že hudební část obstaral osvědčený hudební sbor Smetanův, jenž ku zahájení předvedl „Slavnostní předehru“, které se přítelkem a příznivcem Měšťanskou besedou pražskou, pořádanému na počest nově zvoleného starosty a jeho náměstků složil a věnoval řiditel hudby J. Šnstr. Taneční pořádek vykazoval čtyry věnované skladby: Polka „Na zdar naší Matici školské“ a „Pražskou mazurku“ od Al. Borovičky, mazurku „Milka“ (věnováno pí. A. Podlipné) od V. Mádla a kvapík „Bodrým Českám“ (věnováno slav. pražskému starostovi dru. J. M. Š.) od J. Šustra, jež došly vesměs pochvalného uznání ode všech tancemilovných účastníků.: [108, 1241, 540, 1451]
- article-heading: Na c. k. českém gymnasiu v Třebíči: [124, 598, 439, 615]
- article-text: Z Kaňku u Kutné Hory se oznamuje: V noci na 14. února pořádali horníci dolů vyzkumných kolem Kaňku rozložených v hostinci Moravcově taneční veselí. Když po půlnoci byli v nejlepším tanci a rozjaření, cítili, že ve světnici jest nápadně teplo; teprve za hodnou chvíli však několik tanečníků odebralo se před dům na silnici a spatřilo s poděšením, že střecha nad 80 tančícími páry hoří v plném plamenu. Na učiněný poplach vyskákali tanečníci okny, s tětí sebrané svrchní oděvy ve veliké spěchu, pak nastal neobyčejný zmatek a tlačenice. Stavení hospodské shořelo pak celé i podlahy úplně vyhořely. Zároveň chyti i sousední domek. Moravcova byla prý jen na 800 zl. pojištěna, škoda však páčí se na 2000 zl. Vznik požáru hledati dlužno ve zlomyslnosti a závisti a zapalovače pilně vyšetřování.: [572, 775, 1004, 1017]
- scan-border-left: [0, 0, 14, 2268]
- article-text: Dobré příklady táhnou. Sotva uvedli jsme hlas dvou českých hospodyněk o domácím pečení housek, už se třetí přihlásila s hotovým receptem. Jest nanejvýš spokojena, že si housky peče doma. Kupuje 1 kg. mouky a 3 dg. droždí. Mléka teplého dá tolik, až jest těsto tak husté jako na vánočku. Z tohoto těsta vyvede 24 velkých a chutných housek. Poněvadž výlohy činí úhrnem 24 krejcarů (16 kr. mouka, 3 kr. droždí a 5 kr. mléko), ušetří na každé housce, která nad to jest lepší než od pekaře, jeden krejcar, t. j. 50 procent. Toť zajisté — jak sama píše — pěkný výdělečk, hodný ochotného následování.: [572, 389, 1004, 583]
- article-heading: Uvězněný vrah pokoušel se o sebevraždu.: [585, 1241, 928, 1258]
